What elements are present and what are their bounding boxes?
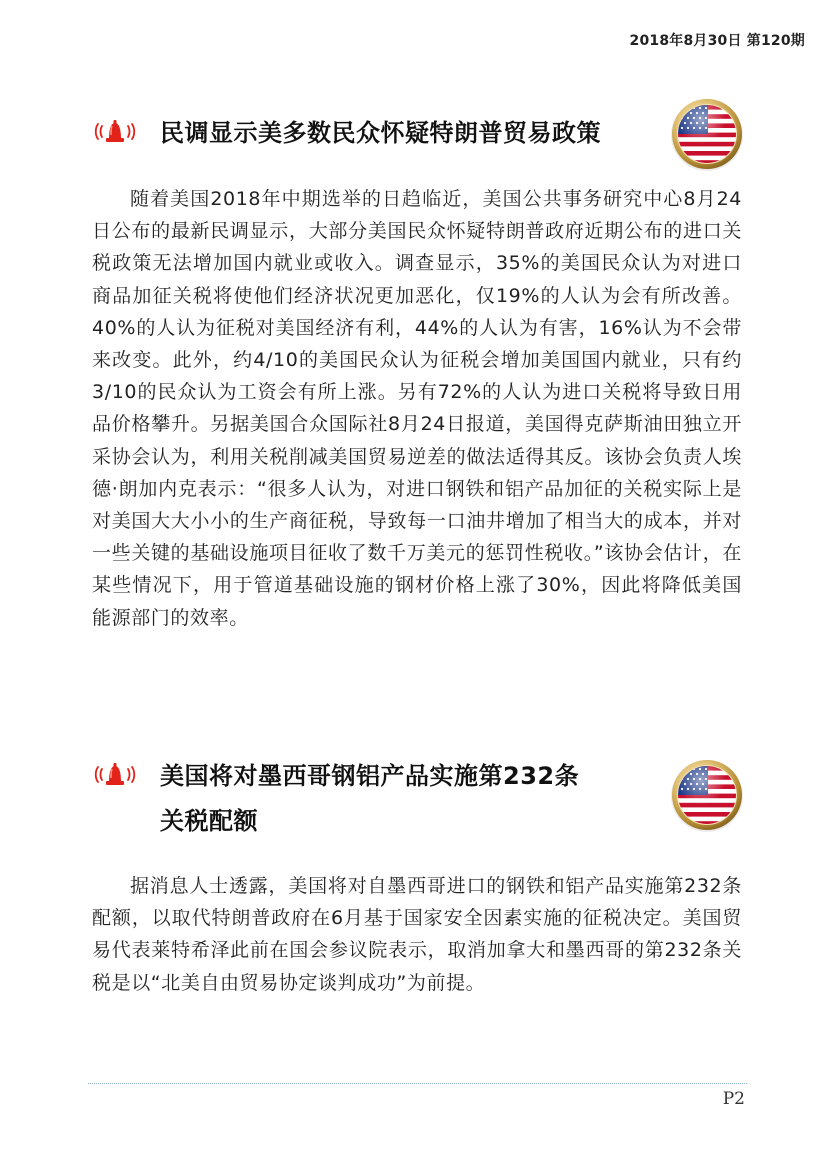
footer-divider bbox=[88, 1083, 747, 1084]
article-2-title-line2: 关税配额 bbox=[160, 807, 258, 835]
alarm-bell-icon bbox=[92, 115, 138, 151]
article-2-body: 据消息人士透露，美国将对自墨西哥进口的钢铁和铝产品实施第232条配额，以取代特朗普政府在6月基于国家安全因素实施的征税决定。美国贸易代表莱特希泽此前在国会参议院表示，取消加拿大和墨西哥的第232条关税是以“北美自由贸易协定谈判成功”为前提。 bbox=[92, 875, 742, 994]
article-1-heading bbox=[92, 109, 742, 169]
article-1-body: 随着美国2018年中期选举的日趋临近，美国公共事务研究中心8月24日公布的最新民调显示，大部分美国民众怀疑特朗普政府近期公布的进口关税政策无法增加国内就业或收入。调查显示，35%的美国民众认为对进口商品加征关税将使他们经济状况更加恶化，仅19%的人认为会有所改善。40%的人认为征税对美国经济有利，44%的人认为有害，16%认为不会带来改变。此外，约4/10的美国民众认为征税会增加美国国内就业，只有约3/10的民众认为工资会有所上涨。另有72%的人认为进口关税将导致日用品价格攀升。另据美国合众国际社8月24日报道，美国得克萨斯油田独立开采协会认为，利用关税削减美国贸易逆差的做法适得其反。该协会负责人埃德·朗加内克表示：“很多人认为，对进口钢铁和铝产品加征的关税实际上是对美国大大小小的生产商征税，导致每一口油井增加了相当大的成本，并对一些关键的基础设施项目征收了数千万美元的惩罚性税收。”该协会估计，在某些情况下，用于管道基础设施的钢材价格上涨了30%，因此将降低美国能源部门的效率。 bbox=[92, 188, 742, 629]
article-2-heading bbox=[92, 752, 742, 852]
page-number: P2 bbox=[722, 1089, 745, 1109]
article-2-title-line1: 美国将对墨西哥钢铝产品实施第232条 bbox=[160, 762, 580, 790]
article-1-title: 民调显示美多数民众怀疑特朗普贸易政策 bbox=[160, 119, 601, 147]
alarm-bell-icon bbox=[92, 758, 138, 794]
us-flag-icon bbox=[670, 97, 744, 171]
us-flag-icon bbox=[670, 758, 744, 832]
issue-date: 2018年8月30日 第120期 bbox=[629, 33, 805, 49]
